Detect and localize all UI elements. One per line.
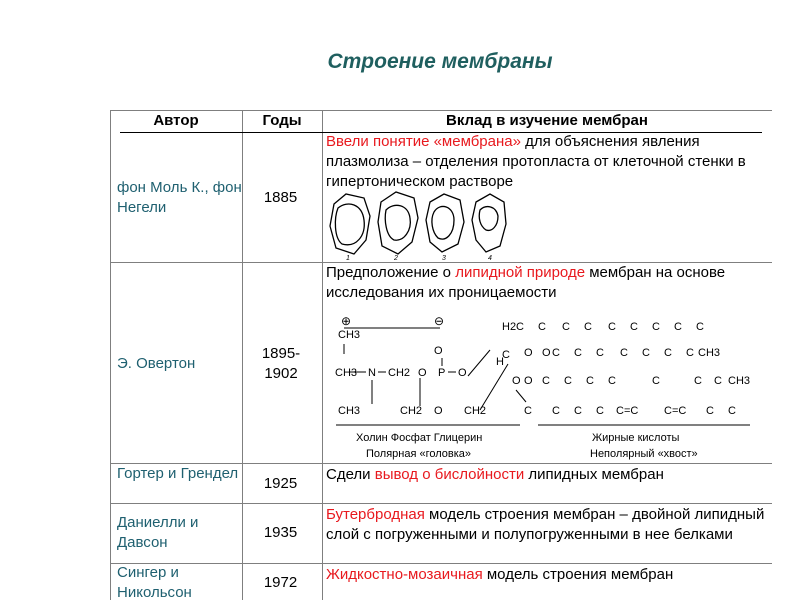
plasmolysis-figure [326, 190, 516, 262]
svg-text:C: C [538, 321, 546, 333]
svg-text:CH2: CH2 [400, 405, 423, 417]
minus-charge: ⊖ [434, 314, 445, 328]
svg-text:CH3: CH3 [338, 405, 361, 417]
svg-text:C: C [552, 347, 560, 359]
contribution-cell: Жидкостно-мозаичная модель строения мембран [326, 566, 674, 583]
author-cell: Сингер и Никольсон [117, 564, 192, 601]
author-cell: фон Моль К., фон Негели [117, 179, 242, 216]
svg-text:C=C: C=C [664, 405, 687, 417]
svg-text:P: P [438, 367, 446, 379]
svg-text:O: O [542, 347, 551, 359]
highlight-text: Ввели понятие «мембрана» [326, 133, 521, 150]
svg-text:C: C [574, 405, 582, 417]
svg-text:Неполярный «хвост»: Неполярный «хвост» [590, 448, 698, 460]
highlight-text: Жидкостно-мозаичная [326, 566, 483, 583]
svg-text:C: C [524, 405, 532, 417]
contribution-cell: Предположение о липидной природе мембран на основе исследования их проницаемости [326, 264, 726, 301]
svg-text:CH2: CH2 [464, 405, 487, 417]
tail-label: Жирные кислоты [592, 432, 680, 444]
svg-text:O: O [458, 367, 467, 379]
year-cell: 1925 [263, 475, 298, 492]
svg-text:C: C [552, 405, 560, 417]
svg-text:Полярная «головка»: Полярная «головка» [366, 448, 472, 460]
year-cell: 1972 [263, 574, 298, 591]
contribution-cell [326, 132, 766, 192]
svg-text:O: O [524, 375, 533, 387]
svg-text:C: C [620, 347, 628, 359]
header-author: Автор [153, 112, 199, 129]
svg-text:O: O [524, 347, 533, 359]
svg-text:C: C [652, 375, 660, 387]
header-years: Годы [262, 112, 302, 129]
year-cell: 1935 [263, 524, 298, 541]
svg-text:C: C [652, 321, 660, 333]
author-cell: Э. Овертон [117, 355, 196, 372]
contribution-text: для объяснения явления плазмолиза – отделения протопласта от клеточной стенки в гипертоническом растворе [326, 133, 746, 190]
phospholipid-structure-figure [330, 310, 770, 460]
svg-text:CH3: CH3 [728, 375, 751, 387]
svg-text:N: N [368, 367, 376, 379]
svg-text:C: C [696, 321, 704, 333]
svg-text:C: C [502, 349, 510, 361]
svg-text:C: C [686, 347, 694, 359]
highlight-text: липидной природе [455, 264, 586, 281]
header-contribution: Вклад в изучение мембран [446, 112, 648, 129]
svg-text:O: O [418, 367, 427, 379]
contribution-cell: Бутербродная модель строения мембран – двойной липидный слой с погруженными и полупогруженными в нее белками [326, 506, 765, 543]
figure-label-3: 3 [442, 255, 446, 262]
highlight-text: Бутербродная [326, 506, 425, 523]
svg-text:C: C [562, 321, 570, 333]
year-cell: 1895-1902 [261, 345, 301, 382]
svg-text:C: C [586, 375, 594, 387]
svg-text:C: C [706, 405, 714, 417]
svg-text:C: C [642, 347, 650, 359]
contribution-cell: Сдели вывод о бислойности липидных мембран [326, 466, 664, 483]
svg-text:C: C [674, 321, 682, 333]
svg-text:C: C [664, 347, 672, 359]
svg-text:C: C [564, 375, 572, 387]
svg-text:C: C [596, 405, 604, 417]
svg-text:C: C [584, 321, 592, 333]
svg-text:C: C [608, 321, 616, 333]
svg-text:C: C [542, 375, 550, 387]
svg-text:CH2: CH2 [388, 367, 411, 379]
svg-text:O: O [434, 405, 443, 417]
figure-label-2: 2 [394, 255, 398, 262]
figure-label-4: 4 [488, 255, 492, 262]
svg-text:C: C [596, 347, 604, 359]
svg-text:C: C [728, 405, 736, 417]
svg-text:C: C [608, 375, 616, 387]
year-cell: 1885 [263, 189, 298, 206]
highlight-text: вывод о бислойности [374, 466, 525, 483]
svg-text:O: O [512, 375, 521, 387]
page-title: Строение мембраны [327, 50, 553, 73]
svg-text:C: C [714, 375, 722, 387]
svg-text:C=C: C=C [616, 405, 639, 417]
svg-text:H2C: H2C [502, 321, 525, 333]
figure-label-1: 1 [346, 255, 350, 262]
author-cell: Даниелли и Давсон [117, 514, 199, 551]
svg-text:CH3: CH3 [338, 329, 361, 341]
polar-head-label: Холин Фосфат Глицерин [356, 432, 483, 444]
svg-text:CH3: CH3 [335, 367, 358, 379]
author-cell: Гортер и Грендел [117, 465, 239, 482]
svg-text:CH3: CH3 [698, 347, 721, 359]
svg-text:C: C [630, 321, 638, 333]
plus-charge: ⊕ [341, 314, 352, 328]
svg-text:C: C [694, 375, 702, 387]
svg-text:H: H [496, 356, 504, 368]
svg-text:C: C [574, 347, 582, 359]
svg-text:O: O [434, 345, 443, 357]
